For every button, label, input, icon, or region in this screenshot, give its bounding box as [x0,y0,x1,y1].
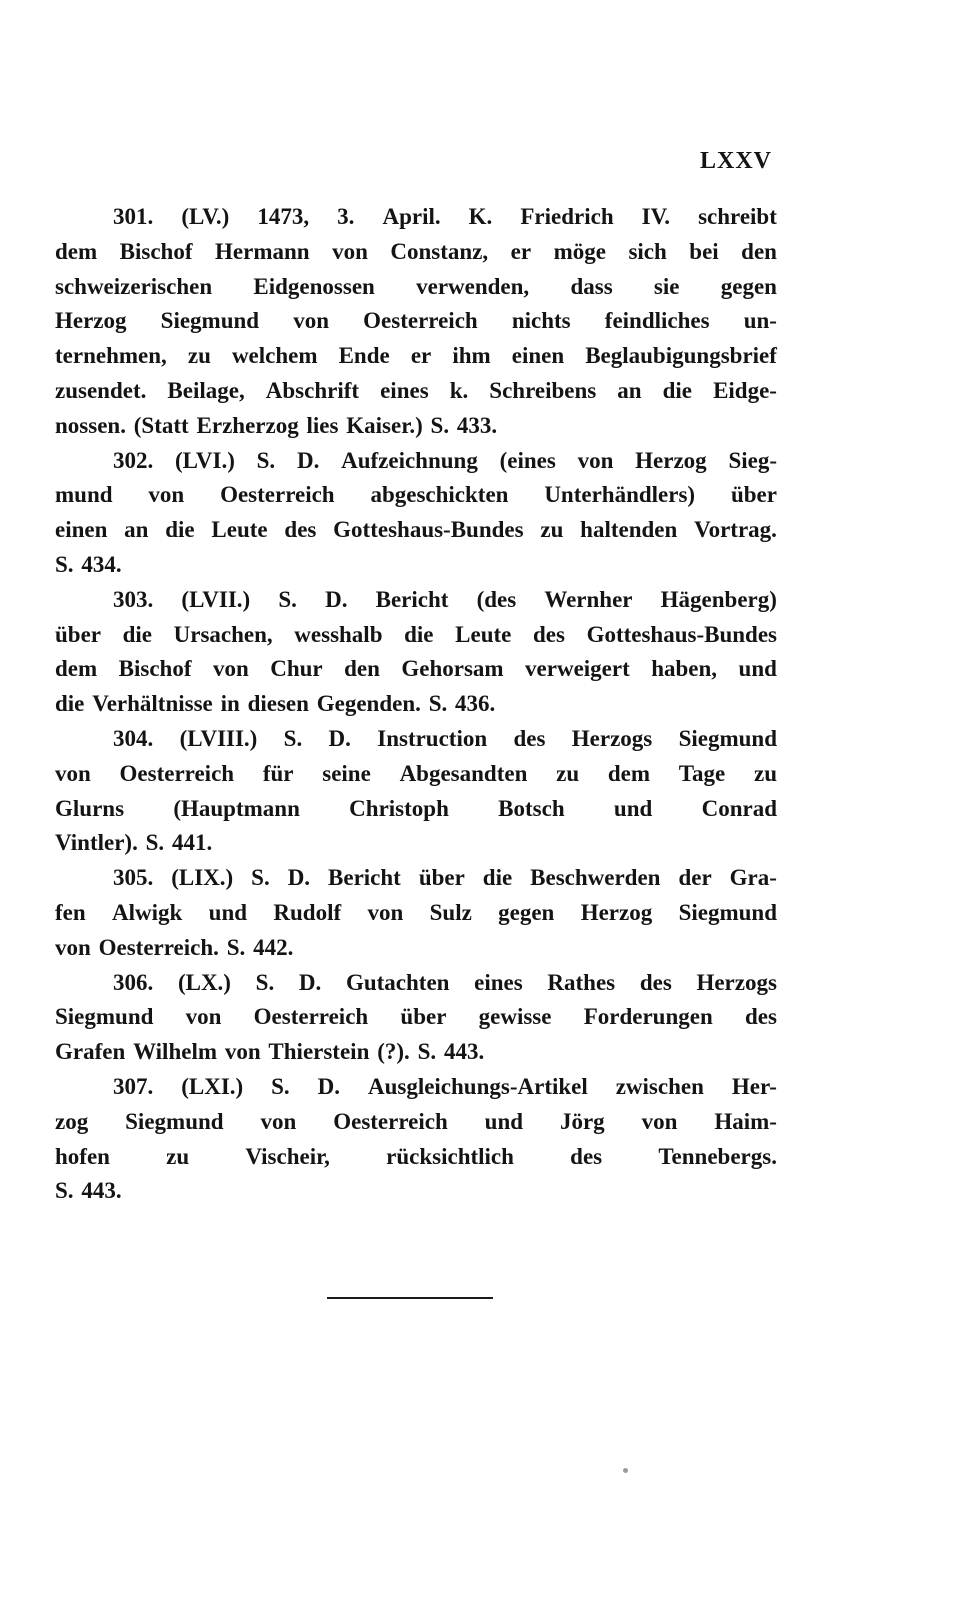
word: mund [55,482,113,508]
word: über [400,1004,447,1030]
text-line [55,374,777,409]
word: 304. [113,725,154,751]
word: Bericht [375,586,449,612]
word: k. [449,377,469,403]
text-line [55,618,777,653]
word: D. [298,969,322,995]
word: S. [251,865,270,891]
word: Unterhändlers) [544,482,696,508]
word: Oesterreich [253,1004,369,1030]
word: Gotteshaus-Bundes [333,517,524,543]
word: April. [382,204,441,229]
word: Glurns [55,795,125,821]
word: 442. [253,934,294,960]
word: Chur [270,656,323,682]
word: Bericht [328,865,401,891]
word: Alwigk [112,899,183,925]
word: Gotteshaus-Bundes [586,621,777,647]
text-line [55,1174,777,1209]
word: haltenden [580,517,678,543]
word: die [662,377,693,403]
word: der [678,865,712,891]
word: verwenden, [416,273,530,299]
word: S. [256,447,276,473]
word: S. [55,551,74,577]
word: (LVIII.) [179,725,258,751]
word: Bischof [119,238,193,264]
word: Herzogs [571,725,653,751]
text-line [55,270,777,305]
word: 436. [455,691,496,717]
entry-first-line [55,966,777,1001]
word: des [639,969,672,995]
word: zwischen [615,1073,704,1099]
word: ternehmen, [55,343,167,369]
word: dass [570,273,613,299]
word: und [484,1108,524,1134]
word: Oesterreich [333,1108,448,1134]
word: 443. [81,1178,122,1204]
word: S. [430,412,450,438]
word: zu [187,343,211,369]
word: rücksichtlich [386,1143,514,1169]
word: S. [417,1039,437,1065]
word: von [55,760,91,786]
word: über [730,482,777,508]
text-line [55,339,777,374]
word: 302. [113,447,154,473]
word: 301. [113,204,154,229]
word: ihm [452,343,491,369]
word: von [55,934,91,960]
word: Ausgleichungs-Artikel [367,1073,588,1099]
text-line [55,1105,777,1140]
word: (Hauptmann [173,795,300,821]
word: die [122,621,153,647]
word: die [165,517,195,543]
word: an [617,377,642,403]
word: hofen [55,1143,110,1169]
word: des [513,725,546,751]
word: (LV.) [181,204,230,229]
word: und [208,899,248,925]
word: S. [145,830,165,856]
word: S. [428,691,448,717]
word: nichts [511,308,571,334]
word: S. [283,725,303,751]
entry-first-line [55,722,777,757]
word: K. [468,204,493,229]
word: dem [607,760,651,786]
word: 441. [172,830,213,856]
word: (LVI.) [175,447,235,473]
word: Oesterreich [220,482,335,508]
text-line [55,548,777,583]
word: D. [317,1073,341,1099]
word: Beglaubigungsbrief [585,343,777,369]
word: Verhältnisse [92,691,213,717]
word: eines [380,377,429,403]
word: Vintler). [55,830,138,856]
text-line [55,304,777,339]
word: von [293,308,330,334]
word: S. [55,1178,74,1204]
word: Oesterreich. [98,934,219,960]
word: Christoph [349,795,449,821]
entry-first-line [55,861,777,896]
word: Eidge- [713,377,777,403]
word: S. [278,586,297,612]
word: gegen [720,273,777,299]
word: Ursachen, [173,621,273,647]
word: Rudolf [273,899,342,925]
word: Rathes [547,969,616,995]
section-end-rule [327,1297,493,1299]
word: Siegmund [160,308,260,334]
word: gegen [498,899,555,925]
word: Sulz [429,899,472,925]
word: feindliches [604,308,710,334]
page-number: LXXV [699,148,772,174]
word: schweizerischen [55,273,213,299]
word: über [418,865,465,891]
word: Abschrift [265,377,360,403]
word: Oesterreich [119,760,235,786]
word: IV. [641,204,671,229]
word: Vortrag. [694,517,777,543]
text-line [55,409,777,444]
word: S. [226,934,246,960]
text-line [55,652,777,687]
word: S. [271,1073,290,1099]
word: Gra- [729,865,777,891]
word: Abgesandten [399,760,528,786]
word: von [212,656,249,682]
word: haben, [651,656,718,682]
word: 306. [113,969,154,995]
word: Eidgenossen [253,273,375,299]
word: Tage [678,760,726,786]
word: Herzogs [696,969,777,995]
word: seine [322,760,371,786]
text-line [55,235,777,270]
word: Constanz, [390,238,489,264]
word: von [577,447,614,473]
word: diesen [247,691,309,717]
word: Tennebergs. [658,1143,777,1169]
word: (des [476,586,517,612]
word: dem [55,238,98,264]
entry-first-line [55,1070,777,1105]
word: Botsch [498,795,565,821]
word: 443. [443,1039,485,1065]
word: und [738,656,777,682]
word: er [410,343,432,369]
word: einen [511,343,565,369]
word: Wernher [544,586,633,612]
word: für [262,760,294,786]
word: zu [540,517,564,543]
word: verweigert [525,656,630,682]
word: von [641,1108,678,1134]
register-entries [55,200,777,1209]
word: Gegenden. [316,691,421,717]
word: den [344,656,380,682]
word: Gehorsam [401,656,504,682]
word: (LX.) [177,969,231,995]
word: Jörg [559,1108,605,1134]
word: Leute [211,517,268,543]
word: D. [325,586,348,612]
word: Herzog [55,308,127,334]
word: des [744,1004,777,1030]
word: er [510,238,532,264]
word: Schreibens [489,377,597,403]
word: wesshalb [294,621,383,647]
word: dem [55,656,98,682]
word: eines [474,969,523,995]
word: Siegmund [125,1108,224,1134]
word: sich [628,238,667,264]
word: fen [55,899,86,925]
word: den [741,238,777,264]
word: 305. [113,865,154,891]
word: sie [653,273,680,299]
word: Aufzeichnung [341,447,478,473]
word: Gutachten [345,969,450,995]
word: die [482,865,513,891]
word: Hägenberg) [660,586,777,612]
word: Kaiser.) [346,412,423,438]
text-line [55,1035,777,1070]
word: von [185,1004,222,1030]
word: Wilhelm [133,1039,217,1065]
word: Thierstein [268,1039,370,1065]
text-line [55,896,777,931]
word: Siegmund [55,1004,154,1030]
word: gewisse [478,1004,552,1030]
word: des [284,517,317,543]
word: Bischof [118,656,192,682]
text-line [55,687,777,722]
word: 1473, [257,204,310,229]
word: Herzog [580,899,653,925]
word: Friedrich [520,204,614,229]
word: zog [55,1108,89,1134]
word: Herzog [635,447,707,473]
word: zusendet. [55,377,147,403]
word: 303. [113,586,154,612]
word: 434. [81,551,122,577]
word: 307. [113,1073,154,1099]
text-line [55,826,777,861]
text-line [55,931,777,966]
word: und [613,795,653,821]
text-line [55,478,777,513]
word: Oesterreich [363,308,478,334]
word: zu [556,760,580,786]
word: Conrad [701,795,777,821]
word: Siegmund [678,899,777,925]
word: Beilage, [167,377,245,403]
entry-first-line [55,200,777,235]
text-line [55,1000,777,1035]
word: die [55,691,85,717]
text-line [55,1140,777,1175]
word: S. [255,969,275,995]
word: Erzherzog [196,412,299,438]
word: Vischeir, [245,1143,330,1169]
word: Leute [455,621,512,647]
word: in [220,691,240,717]
word: un- [743,308,777,334]
word: des [570,1143,603,1169]
word: Haim- [714,1108,777,1134]
entry-first-line [55,583,777,618]
word: lies [306,412,339,438]
word: Beschwerden [530,865,661,891]
word: 433. [456,412,498,438]
word: von [332,238,368,264]
text-line [55,792,777,827]
word: einen [55,517,108,543]
word: Instruction [377,725,488,751]
word: nossen. [55,412,126,438]
word: an [124,517,149,543]
paper-speck [623,1468,628,1473]
word: die [404,621,434,647]
word: (?). [377,1039,410,1065]
word: von [260,1108,297,1134]
entry-first-line [55,444,777,479]
word: Hermann [215,238,310,264]
word: schreibt [698,204,777,229]
word: Her- [731,1073,777,1099]
word: Grafen [55,1039,126,1065]
word: von [367,899,404,925]
word: Siegmund [678,725,777,751]
text-line [55,513,777,548]
word: D. [328,725,351,751]
text-line [55,757,777,792]
word: D. [296,447,320,473]
word: über [55,621,101,647]
word: Sieg- [728,447,777,473]
word: 3. [337,204,355,229]
word: Forderungen [583,1004,713,1030]
word: von [224,1039,261,1065]
word: von [148,482,185,508]
word: D. [287,865,311,891]
word: zu [166,1143,190,1169]
word: Ende [338,343,390,369]
word: (LVII.) [181,586,251,612]
word: möge [553,238,606,264]
word: abgeschickten [370,482,509,508]
word: (eines [499,447,556,473]
word: des [532,621,565,647]
word: bei [689,238,719,264]
word: (Statt [133,412,189,438]
word: (LXI.) [181,1073,244,1099]
word: zu [754,760,777,786]
word: welchem [231,343,318,369]
word: (LIX.) [171,865,234,891]
